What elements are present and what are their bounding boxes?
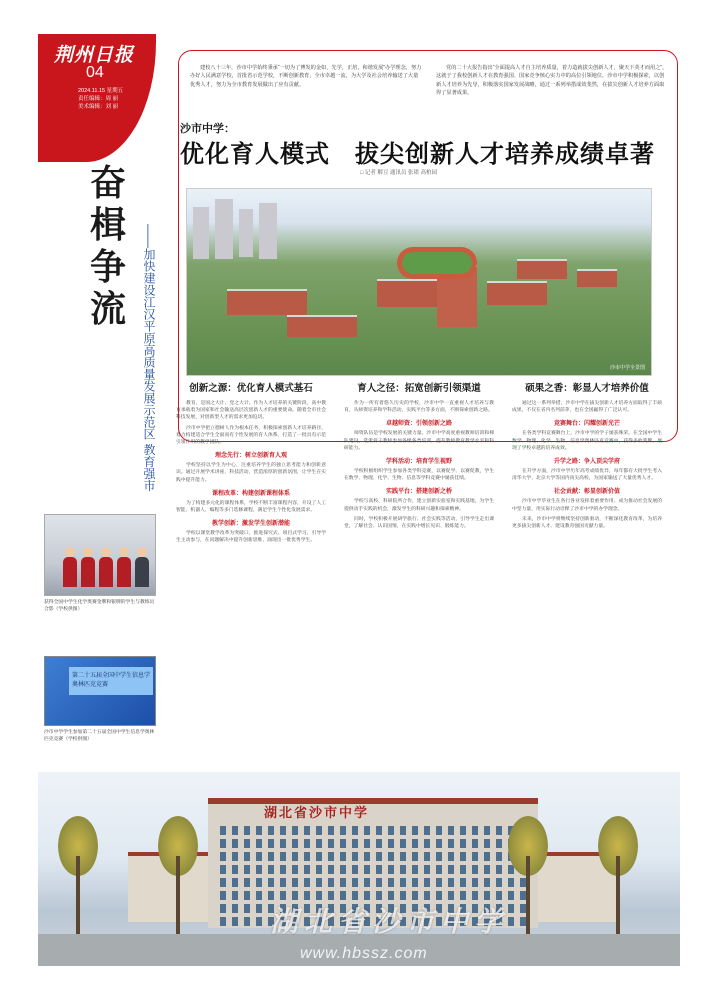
tree [508,816,548,936]
building-window [328,852,334,861]
column-title: 奋楫争流 [90,162,127,330]
building-window [436,891,442,900]
tower-building [215,199,233,259]
building-window [256,878,262,887]
building-window [484,826,490,835]
building-window [376,865,382,874]
building-window [268,891,274,900]
building-window [316,865,322,874]
building-window [220,826,226,835]
building-window [388,826,394,835]
building-window [424,826,430,835]
building-window [448,852,454,861]
building-window [280,891,286,900]
building-window [460,865,466,874]
building-window [220,891,226,900]
intro-paragraph: 党的二十大报告指出“全面提高人才自主培养质量，着力造就拔尖创新人才，聚天下英才而用之”，这就于了我校创新人才在教育强国、国家竞争核心实力中的高位引领地位。沙市中学积极探索，以创新人才培养为先导，积极落实国家发展战略，通过一系列举措成效斐然，在拔尖创新人才培养方面取得了显著成果。 [436,65,668,97]
school-building [227,289,307,315]
building-window [436,852,442,861]
building-window [496,891,502,900]
building-window [448,826,454,835]
building-window [304,839,310,848]
section-paragraph: 学校与高校、科研院所合作，建立创新实验室和实践基地，为学生提供动手实践的机会，激发学生的科研兴趣和探索精神。 [344,499,494,512]
building-window [328,865,334,874]
sub-heading: 卓越师资：引领创新之路 [385,421,452,428]
section-paragraph: 未来，沙市中学将继续坚持创新驱动，不断深化教育改革，为培养更多拔尖创新人才、建设教育强国贡献力量。 [512,516,662,530]
building-window [388,852,394,861]
building-window [316,852,322,861]
building-window [484,865,490,874]
building-window [376,852,382,861]
sub-heading: 社会贡献：彰显创新价值 [553,489,620,496]
building-window [352,826,358,835]
person-head [65,547,75,557]
person-head [101,547,111,557]
kicker: 沙市中学： [180,123,235,135]
building-window [484,839,490,848]
building-window [340,891,346,900]
school-building [577,269,617,287]
building-window [316,891,322,900]
building-window [244,904,250,913]
building-window [400,839,406,848]
building-window [304,865,310,874]
building-window [472,878,478,887]
newspaper-logo: 荆州日报 [54,44,135,66]
building-window [460,878,466,887]
masthead [38,34,156,162]
sub-heading: 竞赛舞台：闪耀创新光芒 [553,421,620,428]
stage-photo [44,656,156,726]
school-sign: 湖北省沙市中学 [264,806,370,821]
building-window [400,891,406,900]
building-window [232,865,238,874]
building-window [484,852,490,861]
byline: □ 记者 解豆 通讯员 张珺 高柏园 [360,170,437,176]
building-window [424,852,430,861]
school-building [487,281,547,305]
building-window [496,826,502,835]
building-window [220,878,226,887]
building-window [232,826,238,835]
building-window [220,852,226,861]
section-paragraph: 教育，是国之大计、党之大计。作为人才培养的关键阶段，高中教育承载着为国家和社会输送高层次创新人才的重要使命。随着全市社会科技发展，对创新型人才的需求更加迫切。 [176,401,326,421]
building-window [412,878,418,887]
building-window [424,839,430,848]
building-window [460,852,466,861]
building-window [436,839,442,848]
building-window [244,865,250,874]
building-window [460,826,466,835]
photo-caption: 沙市中学学生参加第二十五届全国中学生信息学奥林匹克竞赛（学校供图） [44,730,155,742]
building-window [484,878,490,887]
building-window [376,878,382,887]
building-window [364,839,370,848]
building-window [256,839,262,848]
date-line: 2024.11.15 星期五 [78,88,124,94]
building-window [352,852,358,861]
building-window [220,904,226,913]
watermark: 湖北省沙市中学 [270,905,509,938]
section-paragraph: 沙市中学把立德树人作为根本任务，积极探索创新人才培养路径，着力构建适合学生全面而有个性发展的育人体系，打造了一批具有示范引领作用的教学团队。 [176,425,326,446]
building-window [352,878,358,887]
building-window [412,891,418,900]
building-window [364,865,370,874]
building-window [400,878,406,887]
building-window [364,891,370,900]
sub-heading: 理念先行：树立创新育人观 [214,453,287,460]
building-window [376,826,382,835]
building-window [340,865,346,874]
building-window [244,839,250,848]
building-window [232,904,238,913]
tree [58,816,98,936]
school-building [377,279,443,307]
building-window [232,891,238,900]
building-window [316,878,322,887]
building-window [280,865,286,874]
section-column-3 [512,380,662,533]
sub-heading: 升学之路：争入顶尖学府 [553,459,620,466]
building-window [220,917,226,926]
building-window [388,878,394,887]
building-window [328,826,334,835]
editor-line: 责任编辑：周 丽 [78,96,119,102]
column-subtitle: ——加快建设江汉平原高质量发展示范区 教育强市 [142,224,156,492]
building-window [424,878,430,887]
building-window [448,865,454,874]
team-photo [44,514,156,596]
person [99,557,113,587]
building-window [256,852,262,861]
section-paragraph: 学校以课堂教学改革为突破口，推进探究式、项目式学习，引导学生主动参与，在问题解决中提升创新思维，涌现出一批优秀学生。 [176,531,326,544]
person [63,557,77,587]
campus-aerial-photo [186,188,652,376]
section-heading: 创新之源：优化育人模式基石 [189,383,313,394]
building-window [292,891,298,900]
school-building [287,315,357,337]
building-window [328,878,334,887]
photo-caption: 沙市中学全景图 [609,365,645,371]
building-window [244,891,250,900]
building-window [244,917,250,926]
building-window [268,878,274,887]
person-head [137,547,147,557]
section-paragraph: 作为一所有着悠久历史的学校，沙市中学一直重视人才培养与教育，从师资培养和学科活动，实践平台等多方面，不断探索创新之路。 [344,401,494,414]
building-window [496,878,502,887]
section-paragraph: 为了构建多元化的课程体系，学校不断丰富课程内容，开设了人工智能、机器人、编程等多门选修课程，满足学生个性化发展需求。 [176,500,326,514]
section-paragraph: 沙市中学毕业生在各行各业发挥着重要作用，成为推动社会发展的中坚力量，用实际行动诠释了沙市中学的办学理念。 [512,499,662,512]
tower-building [239,209,253,257]
building-window [496,865,502,874]
building-window [256,865,262,874]
building-window [448,839,454,848]
building-window [292,852,298,861]
building-window [400,865,406,874]
building-window [340,826,346,835]
building-window [472,865,478,874]
building-window [376,839,382,848]
building-window [244,852,250,861]
photo-caption: 获得全国中学生化学奥赛金牌和银牌的学生与教练员合影（学校供图） [44,600,155,612]
building-window [268,839,274,848]
building-window [256,904,262,913]
stage-screen: 第二十五届全国中学生信息学奥林匹克竞赛 [69,667,153,695]
section-paragraph: 通过这一系列举措，沙市中学在拔尖创新人才培养方面取得了丰硕成果，不仅在省内名列前茅，也在全国赢得了广泛认可。 [512,401,662,414]
building-window [412,826,418,835]
intro-paragraph: 建校八十三年，沙市中学始终秉承“一切为了博发的金如，先学，正培，和谐发展”办学理念，努力办好人民满意学校，首批省示范学校，不断创新教育，全市卓越一流，为大学及社会培养输送了大量优秀人才，努力为全市教育发展做出了应有贡献。 [190,65,422,88]
sub-heading: 课程改革：构建创新课程体系 [211,490,290,497]
tower-building [193,207,209,259]
building-window [472,839,478,848]
building-window [340,839,346,848]
building-window [292,878,298,887]
building-window [460,839,466,848]
watermark-url: www.hbssz.com [300,945,428,962]
building-window [352,865,358,874]
building-window [364,852,370,861]
building-window [304,826,310,835]
person [117,557,131,587]
building-window [472,891,478,900]
school-gate-photo [38,772,680,966]
section-heading: 硕果之香：彰显人才培养价值 [525,383,649,394]
building-window [292,839,298,848]
building-window [328,839,334,848]
building-window [412,839,418,848]
building-window [340,852,346,861]
building-window [424,891,430,900]
building-window [268,826,274,835]
building-window [244,878,250,887]
building-window [280,852,286,861]
building-window [472,826,478,835]
tower-building [259,203,277,259]
building-window [496,852,502,861]
designer-line: 美术编辑：刘 丽 [78,104,119,110]
building-window [352,839,358,848]
building-window [232,917,238,926]
sports-field [397,247,477,279]
person-head [83,547,93,557]
building-window [244,826,250,835]
building-window [280,839,286,848]
building-window [400,826,406,835]
building-window [268,852,274,861]
headline: 优化育人模式 拔尖创新人才培养成绩卓著 [180,139,655,168]
building-window [448,891,454,900]
section-paragraph: 学校积极组织学生参加各类学科竞赛，以赛促学、以赛促教，学生在数学、物理、化学、生物、信息等学科竞赛中屡获佳绩。 [344,469,494,482]
building-window [400,852,406,861]
section-paragraph: 师资队伍是学校发展的关键力量。沙市中学高度重视教师培训和梯队建设，选派骨干教师参加各级各类培训，提升教师教育教学水平和科研能力。 [344,431,494,451]
building-window [484,891,490,900]
building-window [424,865,430,874]
building-window [304,891,310,900]
building-window [496,839,502,848]
building-window [448,878,454,887]
building-window [436,878,442,887]
building-window [340,878,346,887]
building-window [232,839,238,848]
masthead-meta [78,87,123,111]
building-window [220,865,226,874]
building-window [280,826,286,835]
building-window [364,826,370,835]
person [135,557,149,587]
sub-heading: 教学创新：激发学生创新潜能 [211,521,290,528]
building-window [268,865,274,874]
building-window [472,852,478,861]
building-window [328,891,334,900]
section-paragraph: 在升学方面，沙市中学历年高考成绩优异，每年都有大批学生考入清华大学、北京大学等国内顶尖高校，为国家输送了大量优秀人才。 [512,469,662,482]
building-window [232,878,238,887]
tree [598,816,638,936]
building-window [304,852,310,861]
building-window [256,917,262,926]
building-window [388,865,394,874]
building-window [388,839,394,848]
section-paragraph: 在各类学科竞赛舞台上，沙市中学的学子屡获殊荣。在全国中学生数学、物理、化学、生物、信息学奥林匹克竞赛中，获得多枚奖牌，展现了学校卓越的培养成效。 [512,431,662,451]
building-window [388,891,394,900]
building-window [436,865,442,874]
building-window [292,865,298,874]
school-building [517,259,567,279]
person-head [119,547,129,557]
building-window [304,878,310,887]
building-window [376,891,382,900]
building-window [364,878,370,887]
building-window [292,826,298,835]
building-window [316,839,322,848]
intro-text [190,64,668,120]
tree [158,816,198,936]
building-window [352,891,358,900]
section-paragraph: 同时，学校积极开展研学旅行、社会实践等活动，引导学生走出课堂，了解社会、认识国情，在实践中增长见识、锻炼能力。 [344,516,494,530]
building-window [280,878,286,887]
section-column-2 [344,380,494,533]
building-window [436,826,442,835]
section-column-1 [176,380,326,548]
building-window [412,852,418,861]
page-number: 04 [86,64,104,81]
building-window [220,839,226,848]
building-window [460,891,466,900]
section-heading: 育人之径：拓宽创新引领渠道 [357,383,481,394]
sub-heading: 实践平台：搭建创新之桥 [385,489,452,496]
person [81,557,95,587]
section-paragraph: 学校坚持以学生为中心，注重培养学生的独立思考能力和创新意识。通过开展学术讲座、科技活动，营造浓厚的创新氛围，让学生在实践中提升能力。 [176,463,326,483]
sub-heading: 学科活动：培育学生视野 [385,459,452,466]
building-window [412,865,418,874]
building-window [256,891,262,900]
building-window [316,826,322,835]
building-window [256,826,262,835]
building-window [232,852,238,861]
